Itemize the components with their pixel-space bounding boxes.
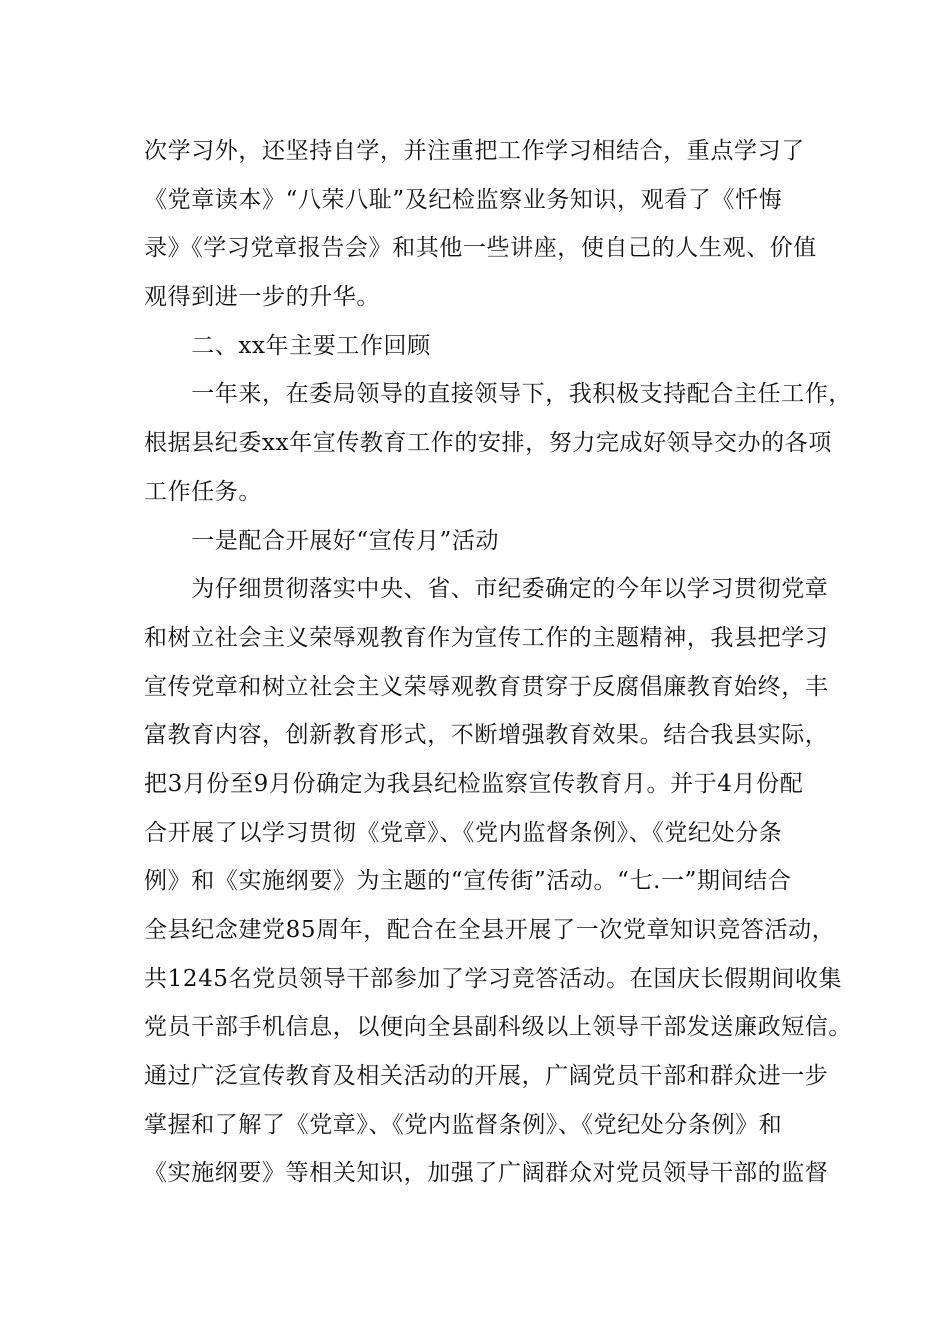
text-line: 全县纪念建党85周年，配合在全县开展了一次党章知识竞答活动， xyxy=(144,917,836,943)
text-line: 宣传党章和树立社会主义荣辱观教育贯穿于反腐倡廉教育始终，丰 xyxy=(144,673,829,700)
text-line: 为仔细贯彻落实中央、省、市纪委确定的今年以学习贯彻党章 xyxy=(144,576,829,603)
text-line: 党员干部手机信息，以便向全县副科级以上领导干部发送廉政短信。 xyxy=(144,1014,852,1041)
text-line: 录》《学习党章报告会》和其他一些讲座，使自己的人生观、价值 xyxy=(144,235,817,262)
text-line: 次学习外，还坚持自学，并注重把工作学习相结合，重点学习了 xyxy=(144,138,805,164)
text-line: 一年来，在委局领导的直接领导下，我积极支持配合主任工作， xyxy=(144,381,852,408)
text-line: 把3月份至9月份确定为我县纪检监察宣传教育月。并于4月份配 xyxy=(144,770,804,797)
text-line: 合开展了以学习贯彻《党章》、《党内监督条例》、《党纪处分条 xyxy=(144,819,783,846)
text-line: 《实施纲要》等相关知识，加强了广阔群众对党员领导干部的监督 xyxy=(144,1160,829,1187)
text-line: 根据县纪委xx年宣传教育工作的安排，努力完成好领导交办的各项 xyxy=(144,430,832,457)
text-line: 共1245名党员领导干部参加了学习竞答活动。在国庆长假期间收集 xyxy=(144,965,843,992)
text-line: 和树立社会主义荣辱观教育作为宣传工作的主题精神，我县把学习 xyxy=(144,624,829,651)
text-line: 富教育内容，创新教育形式，不断增强教育效果。结合我县实际， xyxy=(144,722,829,749)
subsection-heading: 一是配合开展好“宣传月”活动 xyxy=(144,527,500,554)
text-line: 例》和《实施纲要》为主题的“宣传街”活动。“七.一”期间结合 xyxy=(144,868,792,895)
text-line: 通过广泛宣传教育及相关活动的开展，广阔党员干部和群众进一步 xyxy=(144,1063,829,1090)
text-line: 掌握和了解了《党章》、《党内监督条例》、《党纪处分条例》和 xyxy=(144,1111,783,1138)
text-line: 《党章读本》“八荣八耻”及纪检监察业务知识，观看了《忏悔 xyxy=(144,186,783,213)
section-heading: 二、xx年主要工作回顾 xyxy=(144,332,431,359)
text-line: 观得到进一步的升华。 xyxy=(144,284,380,311)
text-line: 工作任务。 xyxy=(144,478,262,505)
document-body xyxy=(144,127,852,1198)
